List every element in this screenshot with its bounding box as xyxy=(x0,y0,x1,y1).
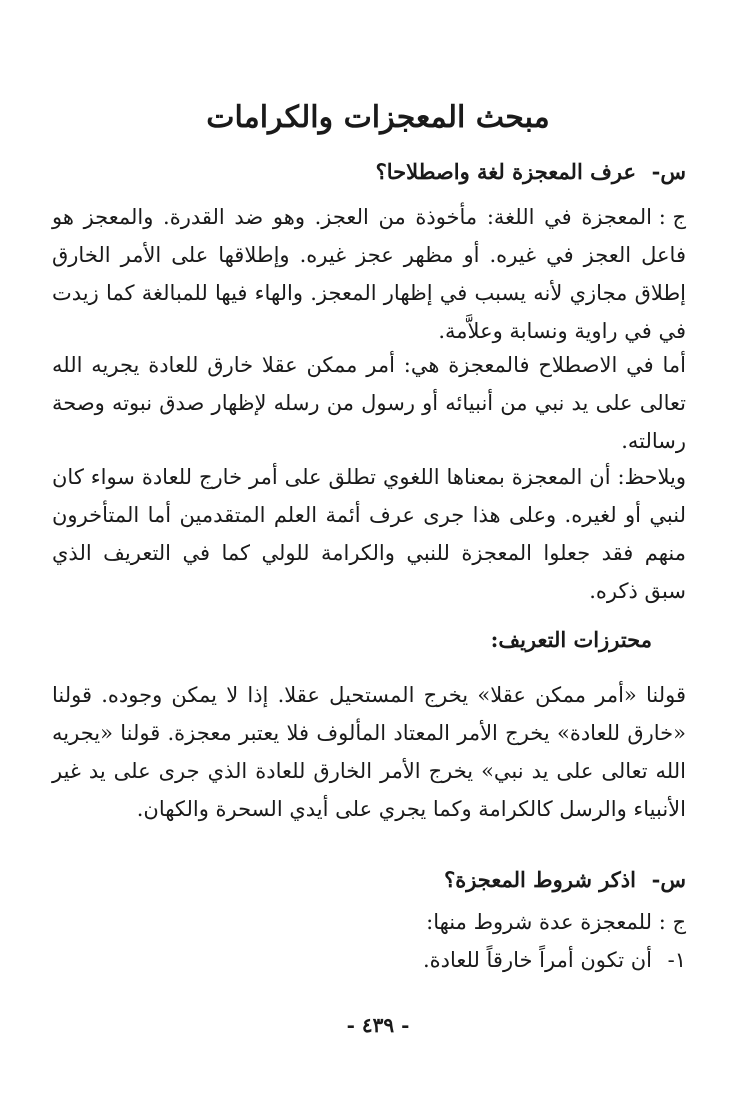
paragraph-exclusions: قولنا «أمر ممكن عقلا» يخرج المستحيل عقلا. إذا لا يمكن وجوده. قولنا «خارق للعادة» يخرج الأمر المعتاد المألوف فلا يعتبر معجزة. قولنا «يجريه الله تعالى على يد نبي» يخرج الأمر الخارق للعادة الذي جرى على يد غير الأنبياء والرسل كالكرامة وكما يجري على أيدي السحرة والكهان. xyxy=(52,683,686,821)
question-1-prefix: س- xyxy=(651,159,686,184)
answer-1-prefix: ج : xyxy=(658,205,686,229)
chapter-title: مبحث المعجزات والكرامات xyxy=(206,100,550,135)
question-2-text: اذكر شروط المعجزة؟ xyxy=(444,867,636,892)
question-1-text: عرف المعجزة لغة واصطلاحا؟ xyxy=(375,159,636,184)
section-heading: محترزات التعريف: xyxy=(490,627,652,652)
answer-2-text: للمعجزة عدة شروط منها: xyxy=(426,910,652,934)
question-1 xyxy=(66,152,686,192)
list-item-1-text: أن تكون أمراً خارقاً للعادة. xyxy=(422,948,652,972)
question-2-prefix: س- xyxy=(651,867,686,892)
paragraph-note: ويلاحظ: أن المعجزة بمعناها اللغوي تطلق على أمر خارج للعادة سواء كان لنبي أو لغيره. وعلى هذا جرى عرف أئمة العلم المتقدمين أما المتأخرون منهم فقد جعلوا المعجزة للنبي والكرامة للولي كما في التعريف الذي سبق ذكره. xyxy=(52,465,686,603)
answer-1-text: المعجزة في اللغة: مأخوذة من العجز. وهو ضد القدرة. والمعجز هو فاعل العجز في غيره. أو مظهر عجز غيره. وإطلاقها على الأمر الخارق إطلاق مجازي لأنه يسبب في إظهار المعجز. والهاء فيها للمبالغة كما زيدت في في راوية ونسابة وعلاَّمة. xyxy=(52,205,686,343)
page-number: - ٤٣٩ - xyxy=(346,1013,410,1037)
question-2 xyxy=(66,860,686,900)
answer-2 xyxy=(52,902,686,942)
paragraph-definition: أما في الاصطلاح فالمعجزة هي: أمر ممكن عقلا خارق للعادة يجريه الله تعالى على يد نبي من أنبيائه أو رسول من رسله لإظهار صدق نبوته وصحة رسالته. xyxy=(52,353,686,453)
answer-2-prefix: ج : xyxy=(658,910,686,934)
answer-1 xyxy=(52,198,686,350)
list-item-1 xyxy=(52,940,686,980)
list-item-1-number: ١- xyxy=(667,948,686,972)
